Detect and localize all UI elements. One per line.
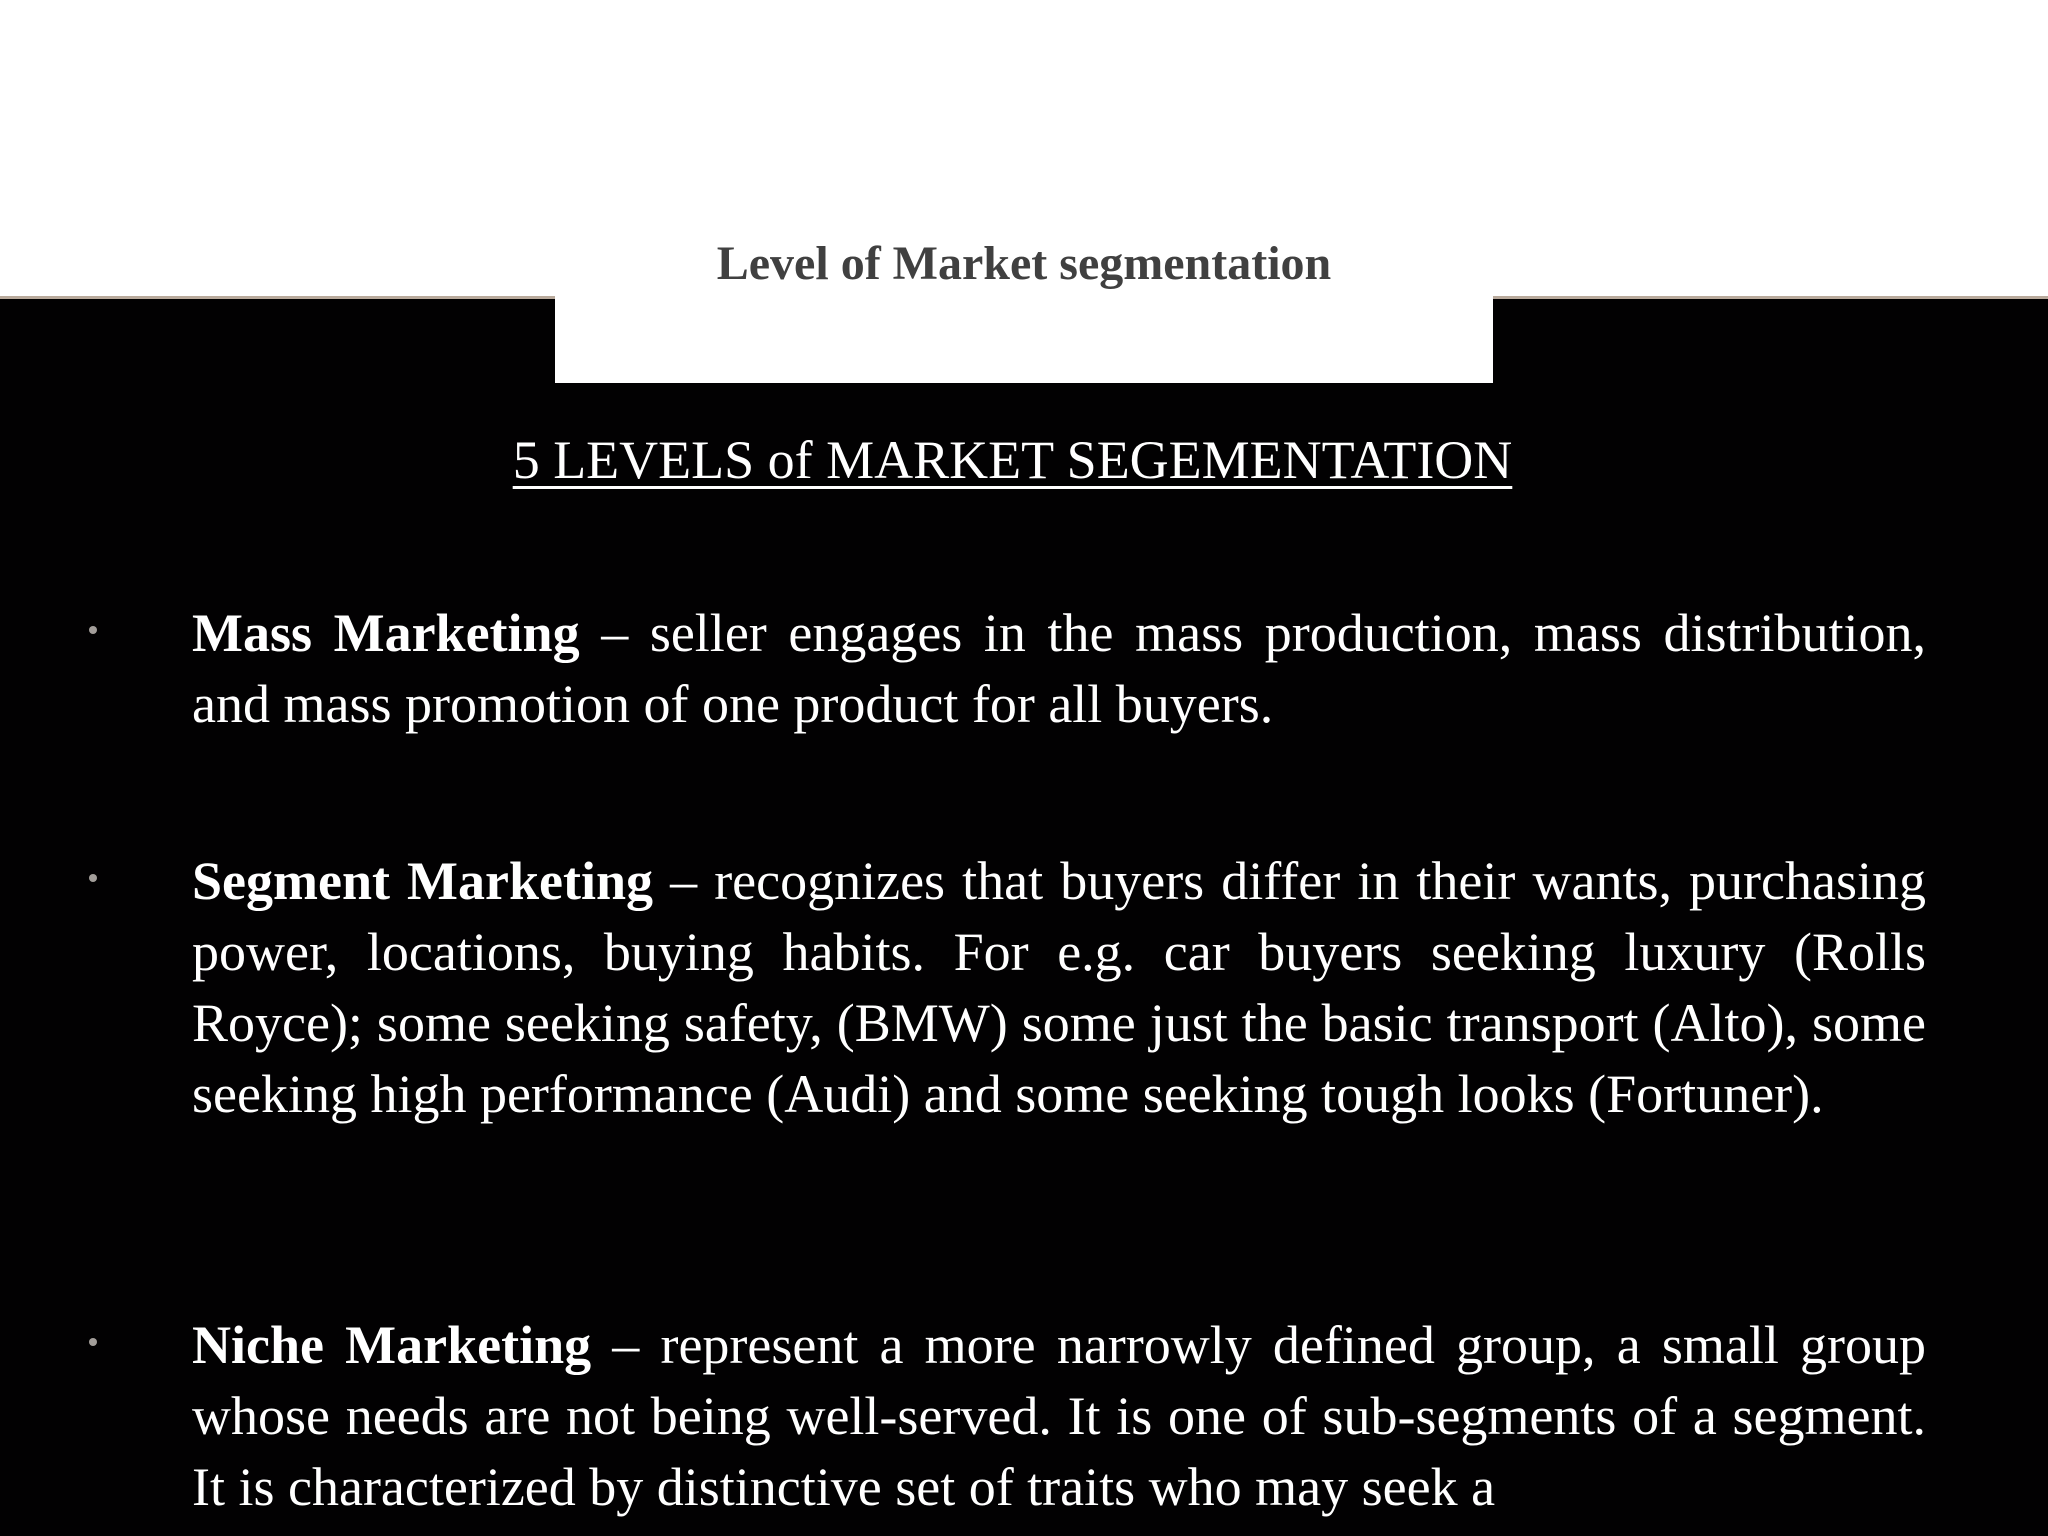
- header-rule-left: [0, 296, 556, 299]
- section-heading: 5 LEVELS of MARKET SEGEMENTATION: [512, 430, 1513, 490]
- title-tab: [555, 296, 1493, 383]
- bullet-text: [192, 598, 1926, 740]
- bullet-term: Segment Marketing: [192, 851, 654, 911]
- bullet-description: – seller engages in the mass production, mass distribution, and mass promotion of one product for all buyers.: [192, 603, 1926, 734]
- bullet-text: [192, 1310, 1926, 1523]
- bullet-description: – represent a more narrowly defined group, a small group whose needs are not being well-served. It is one of sub-segments of a segment. It is characterized by distinctive set of traits who may seek a: [192, 1315, 1926, 1517]
- bullet-marker: [89, 874, 97, 882]
- bullet-marker: [89, 1338, 97, 1346]
- bullet-term: Mass Marketing: [192, 603, 580, 663]
- slide-title: Level of Market segmentation: [716, 237, 1332, 290]
- bullet-description: – recognizes that buyers differ in their wants, purchasing power, locations, buying habits. For e.g. car buyers seeking luxury (Rolls Royce); some seeking safety, (BMW) some just the basic transport (Alto), some seeking high performance (Audi) and some seeking tough looks (Fortuner).: [192, 851, 1926, 1124]
- bullet-term: Niche Marketing: [192, 1315, 592, 1375]
- bullet-marker: [89, 626, 97, 634]
- bullet-text: [192, 846, 1926, 1130]
- header-rule-right: [1492, 296, 2048, 299]
